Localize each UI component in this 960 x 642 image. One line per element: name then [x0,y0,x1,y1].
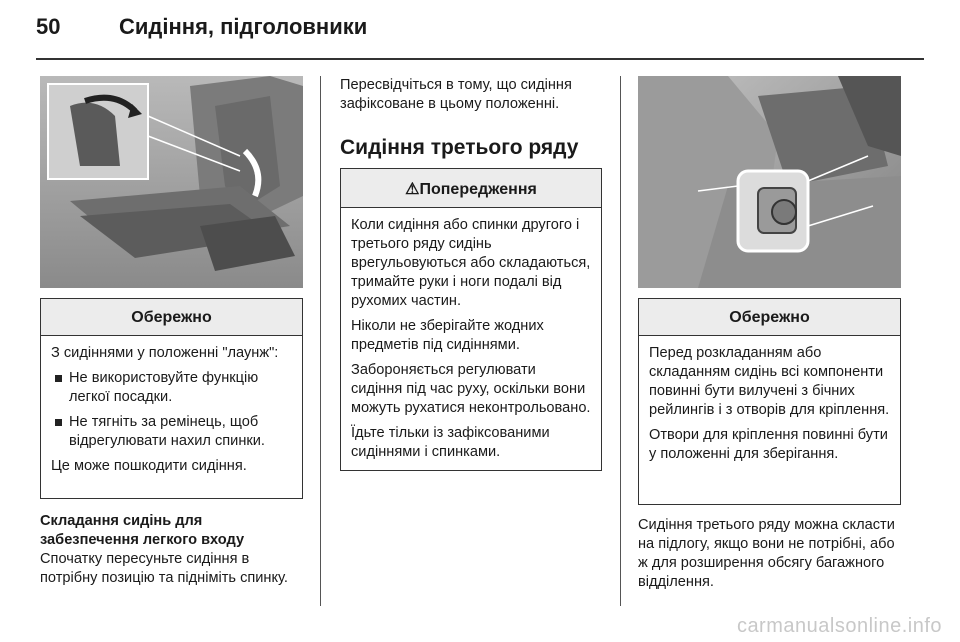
caution-title: Обережно [639,299,900,336]
warning-paragraph: Забороняється регулювати сидіння під час руху, оскільки вони можуть рухатися неконтрольовано. [351,362,591,416]
warning-box [340,168,602,471]
body-paragraph: Спочатку пересуньте сидіння в потрібну позицію та підніміть спинку. [40,551,288,586]
body-paragraph: Сидіння третього ряду можна скласти на підлогу, якщо вони не потрібні, або ж для розширення обсягу багажного відділення. [638,517,895,590]
column-divider-1 [320,76,321,606]
section-heading: Сидіння третього ряду [340,136,579,159]
cargo-anchor-illustration [638,76,901,288]
cargo-anchor-icon [638,76,901,288]
caution-intro: З сидіннями у положенні "лаунж": [51,345,279,361]
caution-outro: Це може пошкодити сидіння. [51,458,247,474]
col1-text [40,512,302,588]
caution-box-2 [638,298,901,505]
col3-text [638,516,900,592]
caution-paragraph: Перед розкладанням або складанням сидінь всі компоненти повинні бути вилучені з бічних рейлингів і з отворів для кріплення. [649,345,890,418]
warning-triangle-icon: ⚠ [405,181,420,198]
warning-header [341,169,601,208]
caution-title: Обережно [41,299,302,336]
page-header [36,14,926,50]
caution-bullet [51,369,292,407]
page-title: Сидіння, підголовники [119,14,368,39]
warning-paragraph: Ніколи не зберігайте жодних предметів під сидіннями. [351,318,544,353]
warning-paragraph: Коли сидіння або спинки другого і третього ряду сидінь врегульовуються або складаються, тримайте руки і ноги подалі від рухомих частин. [351,217,591,309]
bullet-text: Не використовуйте функцію легкої посадки. [69,370,259,405]
seat-fold-illustration [40,76,303,288]
caution-body [639,336,900,478]
watermark: carmanualsonline.info [736,615,942,637]
bullet-square-icon [55,419,62,426]
bullet-text: Не тягніть за ремінець, щоб відрегулювати нахил спинки. [69,414,265,449]
warning-paragraph: Їдьте тільки із зафіксованими сидіннями і спинками. [351,425,550,460]
warning-body [341,208,601,476]
header-rule [36,58,924,60]
col2-intro [340,76,602,114]
seat-fold-icon [40,76,303,288]
caution-bullet [51,413,292,451]
caution-body [41,336,302,490]
subheading: Складання сидінь для забезпечення легкого входу [40,513,245,548]
column-divider-2 [620,76,621,606]
bullet-square-icon [55,375,62,382]
intro-paragraph: Пересвідчіться в тому, що сидіння зафіксоване в цьому положенні. [340,77,572,112]
caution-paragraph: Отвори для кріплення повинні бути у положенні для зберігання. [649,427,888,462]
page-number: 50 [36,14,61,39]
warning-title: Попередження [419,181,537,198]
caution-box-1 [40,298,303,499]
